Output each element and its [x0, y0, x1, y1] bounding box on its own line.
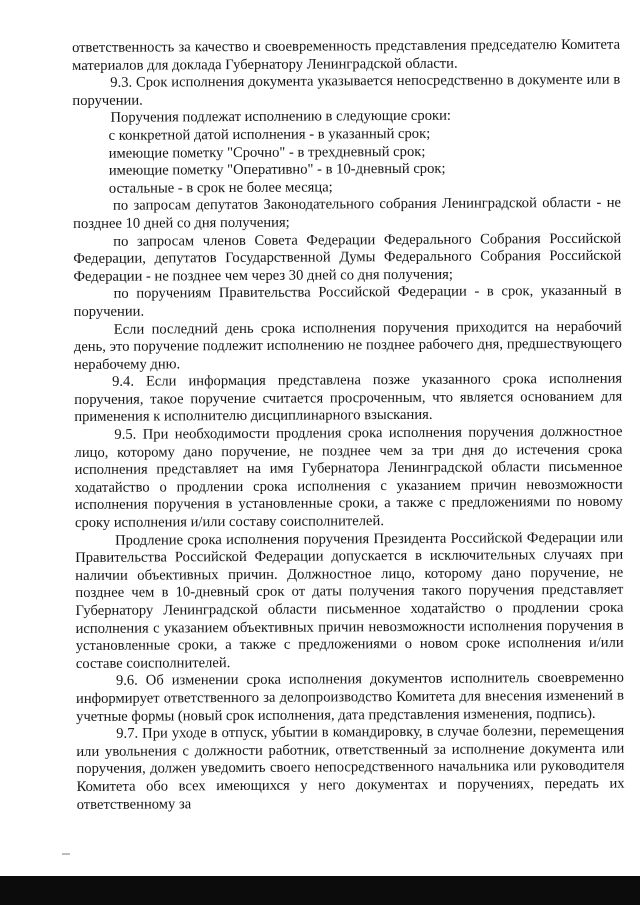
paragraph-9-7: 9.7. При уходе в отпуск, убытии в командировку, в случае болезни, перемещения или увольнения с должности работник, ответственный за исполнение документа или поручения, должен уведомить своего непосредственного начальника или руководителя Комитета обо всех имеющихся у него документах и поручениях, передать их ответственному за: [76, 722, 625, 813]
paragraph-9-5: 9.5. При необходимости продления срока исполнения поручения должностное лицо, которому дано поручение, не позднее чем за три дня до истечения срока исполнения представляет на имя Губернатора Ленинградской области письменное ходатайство о продлении срока исполнения с указанием причин невозможности исполнения поручения в установленные сроки, а также с предложениями по новому сроку исполнения и/или составу соисполнителей.: [74, 423, 623, 532]
deadline-item-operative: имеющие пометку "Оперативно" - в 10-дневный срок;: [108, 160, 446, 179]
paragraph-deadlines-intro: Поручения подлежат исполнению в следующие сроки:: [110, 108, 451, 127]
scan-bottom-border: [0, 876, 640, 905]
deadline-item-urgent: имеющие пометку "Срочно" - в трехдневный срок;: [108, 143, 426, 162]
paragraph-government-orders: по поручениям Правительства Российской Федерации - в срок, указанный в поручении.: [73, 282, 622, 320]
document-body: [72, 37, 625, 814]
paragraph-9-4: 9.4. Если информация представлена позже указанного срока исполнения поручения, такое поручение считается просроченным, что является основанием для применения к исполнителю дисциплинарного взыскания.: [74, 370, 623, 426]
deadline-item-others: остальные - в срок не более месяца;: [108, 179, 333, 197]
scan-artifact: [62, 853, 70, 855]
paragraph-9-6: 9.6. Об изменении срока исполнения документов исполнитель своевременно информирует ответственного за делопроизводство Комитета для внесения изменений в учетные формы (новый срок исполнения, дата представления изменения, подпись).: [75, 670, 625, 725]
paragraph-non-working-day: Если последний день срока исполнения поручения приходится на нерабочий день, это поручение подлежит исполнению не позднее рабочего дня, предшествующего нерабочему дню.: [73, 318, 622, 373]
paragraph-9-3: 9.3. Срок исполнения документа указывается непосредственно в документе или в поручении.: [72, 71, 621, 109]
paragraph-continuation: ответственность за качество и своевременность представления председателю Комитета материалов для доклада Губернатору Ленинградской области.: [72, 36, 621, 74]
paragraph-deputies-requests: по запросам депутатов Законодательного собрания Ленинградской области - не позднее 10 дней со дня получения;: [73, 194, 622, 232]
paragraph-extension-president: Продление срока исполнения поручения Президента Российской Федерации или Правительства Российской Федерации допускается в исключительных случаях при наличии объективных причин. Должностное лицо, которому дано поручение, не позднее чем в 10-дневный срок от даты получения такого поручения представляет Губернатору Ленинградской области письменное ходатайство о продлении срока исполнения с указанием объективных причин невозможности исполнения поручения в установленные сроки, а также с предложениями о новом сроке исполнения и/или составе соисполнителей.: [75, 529, 624, 672]
deadline-item-specific-date: с конкретной датой исполнения - в указанный срок;: [108, 125, 431, 144]
paragraph-federation-council-requests: по запросам членов Совета Федерации Федерального Собрания Российской Федерации, депутатов Государственной Думы Федерального Собрания Российской Федерации - не позднее чем через 30 дней со дня получения;: [73, 230, 622, 285]
